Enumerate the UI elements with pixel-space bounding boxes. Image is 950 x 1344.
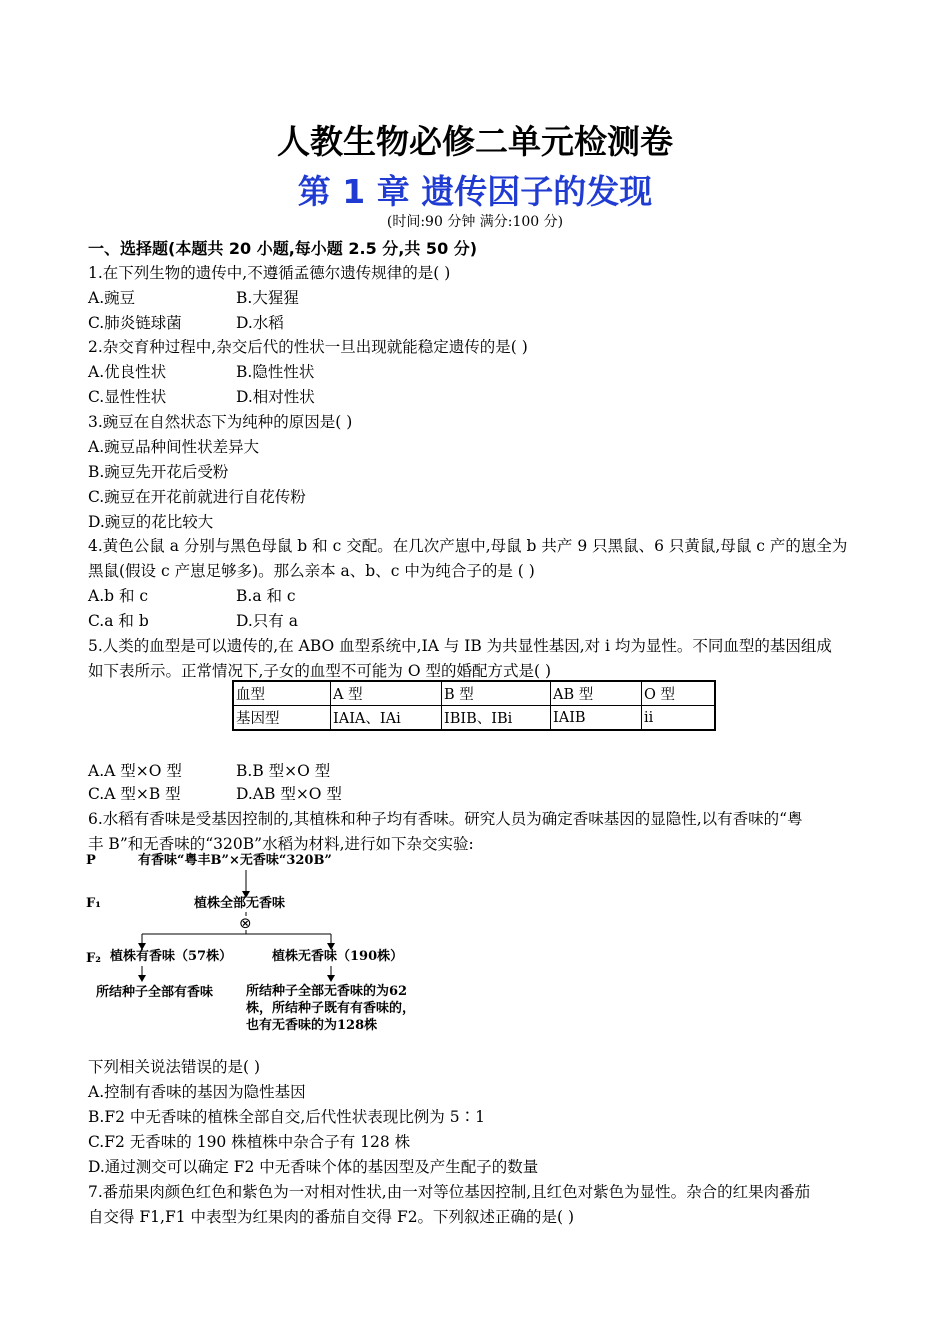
q5-option-a: A.A 型×O 型 — [88, 762, 182, 780]
selfing-symbol: ⊗ — [239, 914, 252, 932]
q1-stem: 1.在下列生物的遗传中,不遵循孟德尔遗传规律的是( ) — [88, 264, 451, 282]
q1-option-c: C.肺炎链球菌 — [88, 314, 182, 332]
result-right-line1: 所结种子全部无香味的为62 — [246, 984, 408, 999]
table-cell: IAIB — [551, 706, 642, 731]
chapter-title: 第 1 章 遗传因子的发现 — [297, 172, 653, 211]
table-cell: AB 型 — [551, 681, 642, 706]
table-cell: ii — [642, 706, 716, 731]
q6-stem-line2: 丰 B”和无香味的“320B”水稻为材料,进行如下杂交实验: — [88, 835, 474, 853]
arrow-head — [327, 975, 335, 982]
table-cell: IBIB、IBi — [442, 706, 551, 731]
arrow-head — [138, 975, 146, 982]
q4-stem-line1: 4.黄色公鼠 a 分别与黑色母鼠 b 和 c 交配。在几次产崽中,母鼠 b 共产 9 只黑鼠、6 只黄鼠,母鼠 c 产的崽全为 — [88, 537, 848, 555]
q1-option-a: A.豌豆 — [88, 289, 136, 307]
page-title: 人教生物必修二单元检测卷 — [277, 122, 673, 161]
table-cell: O 型 — [642, 681, 716, 706]
q3-option-d: D.豌豆的花比较大 — [88, 513, 214, 531]
result-right-line2: 株，所结种子既有有香味的， — [246, 1001, 416, 1016]
table-row — [233, 681, 715, 706]
q5-stem-line2: 如下表所示。正常情况下,子女的血型不可能为 O 型的婚配方式是( ) — [88, 662, 552, 680]
section-heading: 一、选择题(本题共 20 小题,每小题 2.5 分,共 50 分) — [88, 239, 478, 258]
q1-option-b: B.大猩猩 — [236, 289, 299, 307]
q6-option-c: C.F2 无香味的 190 株植株中杂合子有 128 株 — [88, 1133, 411, 1151]
table-cell: B 型 — [442, 681, 551, 706]
blood-type-table — [232, 680, 716, 731]
table-cell: A 型 — [331, 681, 442, 706]
q1-option-d: D.水稻 — [236, 314, 284, 332]
q6-option-d: D.通过测交可以确定 F2 中无香味个体的基因型及产生配子的数量 — [88, 1158, 539, 1176]
f2-non-aromatic-plants: 植株无香味（190株） — [272, 949, 404, 964]
q2-option-d: D.相对性状 — [236, 388, 315, 406]
q4-option-c: C.a 和 b — [88, 612, 149, 630]
q5-option-c: C.A 型×B 型 — [88, 785, 181, 803]
result-right-line3: 也有无香味的为128株 — [246, 1018, 378, 1033]
q6-option-a: A.控制有香味的基因为隐性基因 — [88, 1083, 306, 1101]
q3-option-b: B.豌豆先开花后受粉 — [88, 463, 229, 481]
p-generation-label: P — [86, 853, 96, 868]
p-generation-text: 有香味“粤丰B”×无香味“320B” — [138, 853, 332, 868]
q2-option-b: B.隐性性状 — [236, 363, 315, 381]
q4-option-a: A.b 和 c — [88, 587, 149, 605]
f2-generation-label: F₂ — [86, 951, 101, 966]
q6-question: 下列相关说法错误的是( ) — [88, 1058, 261, 1076]
q6-option-b: B.F2 中无香味的植株全部自交,后代性状表现比例为 5∶1 — [88, 1108, 485, 1126]
table-row — [233, 706, 715, 731]
q7-stem-line1: 7.番茄果肉颜色红色和紫色为一对相对性状,由一对等位基因控制,且红色对紫色为显性。杂合的红果肉番茄 — [88, 1183, 811, 1201]
q2-stem: 2.杂交育种过程中,杂交后代的性状一旦出现就能稳定遗传的是( ) — [88, 338, 528, 356]
exam-meta: (时间:90 分钟 满分:100 分) — [386, 214, 564, 230]
q2-option-c: C.显性性状 — [88, 388, 167, 406]
cross-experiment-diagram — [84, 850, 444, 1040]
f2-aromatic-plants: 植株有香味（57株） — [110, 949, 233, 964]
f1-generation-label: F₁ — [86, 896, 101, 911]
q4-stem-line2: 黑鼠(假设 c 产崽足够多)。那么亲本 a、b、c 中为纯合子的是 ( ) — [88, 562, 535, 580]
q3-stem: 3.豌豆在自然状态下为纯种的原因是( ) — [88, 413, 353, 431]
q4-option-b: B.a 和 c — [236, 587, 296, 605]
q6-stem-line1: 6.水稻有香味是受基因控制的,其植株和种子均有香味。研究人员为确定香味基因的显隐性,以有香味的“粤 — [88, 810, 803, 828]
q3-option-a: A.豌豆品种间性状差异大 — [88, 438, 260, 456]
q7-stem-line2: 自交得 F1,F1 中表型为红果肉的番茄自交得 F2。下列叙述正确的是( ) — [88, 1208, 575, 1226]
table-cell: 血型 — [233, 681, 331, 706]
table-cell: 基因型 — [233, 706, 331, 731]
q5-stem-line1: 5.人类的血型是可以遗传的,在 ABO 血型系统中,IA 与 IB 为共显性基因,对 i 均为显性。不同血型的基因组成 — [88, 637, 832, 655]
f1-generation-text: 植株全部无香味 — [194, 896, 286, 911]
q2-option-a: A.优良性状 — [88, 363, 167, 381]
q4-option-d: D.只有 a — [236, 612, 298, 630]
table-cell: IAIA、IAi — [331, 706, 442, 731]
result-left: 所结种子全部有香味 — [96, 985, 214, 1000]
q3-option-c: C.豌豆在开花前就进行自花传粉 — [88, 488, 306, 506]
q5-option-d: D.AB 型×O 型 — [236, 785, 342, 803]
q5-option-b: B.B 型×O 型 — [236, 762, 331, 780]
